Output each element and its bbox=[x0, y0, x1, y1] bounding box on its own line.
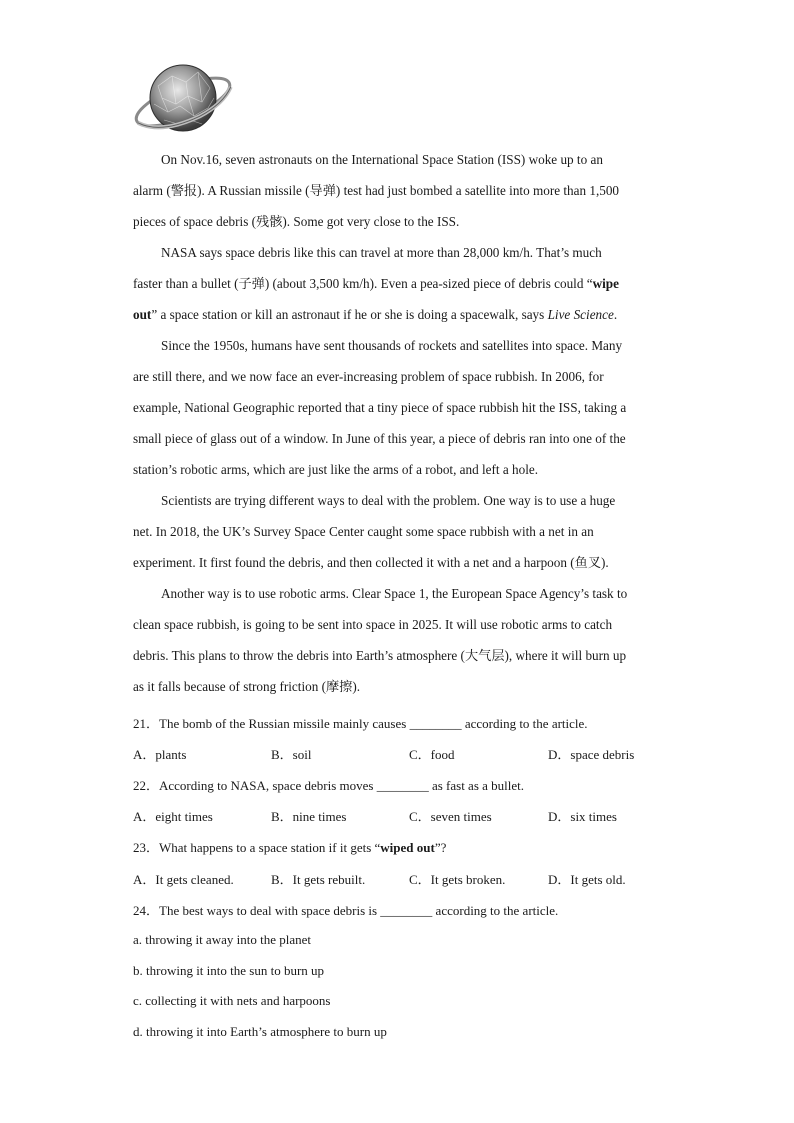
option-c[interactable]: C．seven times bbox=[409, 809, 492, 824]
text-line: alarm (警报). A Russian missile (导弹) test had just bombed a satellite into more than 1,500 bbox=[133, 183, 620, 198]
question-22: 22．According to NASA, space debris moves ________ as fast as a bullet. bbox=[133, 778, 525, 793]
text-line: Since the 1950s, humans have sent thousands of rockets and satellites into space. Many bbox=[161, 338, 623, 353]
option-d[interactable]: D．six times bbox=[548, 809, 617, 824]
text-line: pieces of space debris (残骸). Some got very close to the ISS. bbox=[133, 214, 460, 229]
option-c[interactable]: C．It gets broken. bbox=[409, 872, 506, 887]
text-line: clean space rubbish, is going to be sent into space in 2025. It will use robotic arms to catch bbox=[133, 617, 613, 632]
bold-phrase: wiped out bbox=[380, 840, 435, 855]
text-line: out” a space station or kill an astronaut if he or she is doing a spacewalk, says Live Science. bbox=[133, 307, 618, 322]
choice-b[interactable]: b. throwing it into the sun to burn up bbox=[133, 963, 325, 978]
ringed-planet-icon bbox=[128, 58, 238, 140]
choice-d[interactable]: d. throwing it into Earth’s atmosphere to burn up bbox=[133, 1024, 387, 1039]
question-24: 24．The best ways to deal with space debris is ________ according to the article. bbox=[133, 903, 559, 918]
paragraph-4 bbox=[133, 485, 663, 578]
text-line: station’s robotic arms, which are just like the arms of a robot, and left a hole. bbox=[133, 462, 539, 477]
option-d[interactable]: D．space debris bbox=[548, 747, 635, 762]
text-line: debris. This plans to throw the debris into Earth’s atmosphere (大气层), where it will burn up bbox=[133, 648, 627, 663]
source-name: Live Science bbox=[547, 307, 614, 322]
option-b[interactable]: B．nine times bbox=[271, 809, 347, 824]
text-line: NASA says space debris like this can travel at more than 28,000 km/h. That’s much bbox=[161, 245, 602, 260]
option-a[interactable]: A．It gets cleaned. bbox=[133, 872, 234, 887]
text-line: Scientists are trying different ways to deal with the problem. One way is to use a huge bbox=[161, 493, 616, 508]
text-line: net. In 2018, the UK’s Survey Space Center caught some space rubbish with a net in an bbox=[133, 524, 594, 539]
paragraph-1 bbox=[133, 144, 663, 237]
text-line: are still there, and we now face an ever-increasing problem of space rubbish. In 2006, for bbox=[133, 369, 604, 384]
passage bbox=[133, 144, 663, 702]
text-line: example, National Geographic reported that a tiny piece of space rubbish hit the ISS, taking a bbox=[133, 400, 627, 415]
text-line: On Nov.16, seven astronauts on the International Space Station (ISS) woke up to an bbox=[161, 152, 603, 167]
choice-a[interactable]: a. throwing it away into the planet bbox=[133, 932, 311, 947]
option-b[interactable]: B．It gets rebuilt. bbox=[271, 872, 366, 887]
option-c[interactable]: C．food bbox=[409, 747, 455, 762]
text-line: experiment. It first found the debris, and then collected it with a net and a harpoon (鱼叉). bbox=[133, 555, 609, 570]
option-d[interactable]: D．It gets old. bbox=[548, 872, 626, 887]
option-a[interactable]: A．plants bbox=[133, 747, 187, 762]
paragraph-3 bbox=[133, 330, 663, 485]
options-21 bbox=[133, 744, 663, 764]
option-a[interactable]: A．eight times bbox=[133, 809, 213, 824]
options-22 bbox=[133, 806, 663, 826]
text-line: Another way is to use robotic arms. Clear Space 1, the European Space Agency’s task to bbox=[161, 586, 628, 601]
text-line: faster than a bullet (子弹) (about 3,500 km/h). Even a pea-sized piece of debris could “wipe bbox=[133, 276, 619, 291]
paragraph-2 bbox=[133, 237, 663, 330]
paragraph-5 bbox=[133, 578, 663, 702]
options-23 bbox=[133, 869, 663, 889]
question-21: 21．The bomb of the Russian missile mainly causes ________ according to the article. bbox=[133, 716, 588, 731]
question-23: 23．What happens to a space station if it gets “wiped out”? bbox=[133, 840, 447, 855]
bold-phrase: wipe bbox=[592, 276, 619, 291]
text-line: small piece of glass out of a window. In June of this year, a piece of debris ran into one of the bbox=[133, 431, 626, 446]
bold-phrase: out bbox=[133, 307, 152, 322]
choice-c[interactable]: c. collecting it with nets and harpoons bbox=[133, 993, 331, 1008]
option-b[interactable]: B．soil bbox=[271, 747, 312, 762]
text-line: as it falls because of strong friction (摩擦). bbox=[133, 679, 361, 694]
